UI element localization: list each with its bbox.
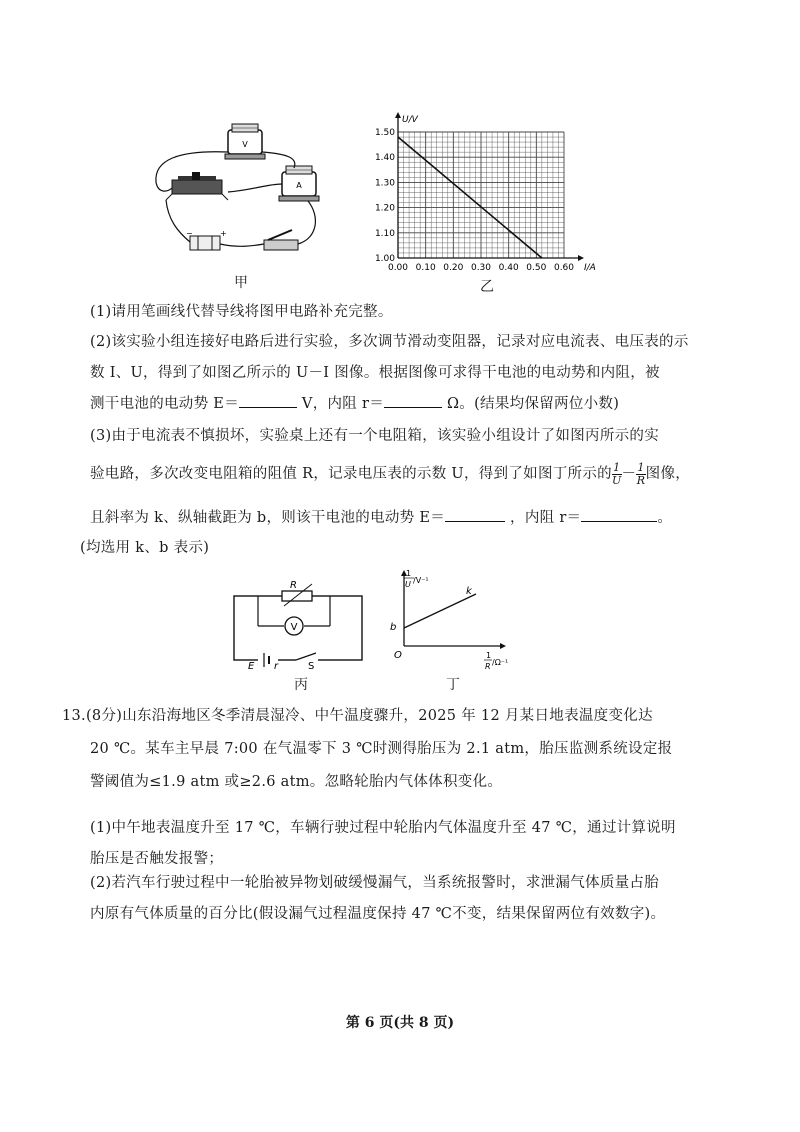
question-2-E-prefix: 测干电池的电动势 E＝: [90, 396, 239, 412]
x-tick-label: 0.30: [470, 263, 492, 273]
figure-bing-circuit: [226, 574, 376, 674]
problem-13-line-2: 20 ℃。某车主早晨 7:00 在气温零下 3 ℃时测得胎压为 2.1 atm，胎压监测系统设定报: [90, 741, 673, 757]
problem-13-sub2-line-2: 内原有气体质量的百分比(假设漏气过程温度保持 47 ℃不变，结果保留两位有效数字)。: [90, 906, 666, 922]
fraction-1-over-U: $\frac{1}{U}$: [611, 460, 622, 487]
x-axis-arrow: [578, 255, 584, 261]
y-tick-label: 1.30: [374, 178, 395, 189]
question-3-line-2: [90, 458, 740, 491]
y-tick-label: 1.20: [374, 203, 395, 214]
question-3-period: 。: [657, 510, 673, 526]
figure-yi-label: 乙: [480, 279, 494, 295]
ding-x-unit: /Ω⁻¹: [492, 658, 509, 667]
problem-13-sub1-line-1: (1)中午地表温度升至 17 ℃，车辆行驶过程中轮胎内气体温度升至 47 ℃，通过计算说明: [90, 820, 676, 836]
question-2-r-prefix: V，内阻 r＝: [301, 396, 385, 412]
answer-blank-E[interactable]: [239, 391, 297, 408]
problem-13-line-3: 警阈值为≤1.9 atm 或≥2.6 atm。忽略轮胎内气体体积变化。: [90, 774, 503, 790]
question-3-line-3: [90, 502, 740, 535]
question-2-r-suffix: Ω。(结果均保留两位小数): [446, 396, 620, 412]
x-tick-label: 0.20: [443, 263, 464, 273]
problem-13-sub1-line-2: 胎压是否触发报警；: [90, 851, 224, 867]
ding-y-den: U: [405, 580, 411, 589]
x-axis-label: I/A: [584, 263, 596, 273]
question-3-E-prefix: 且斜率为 k、纵轴截距为 b，则该干电池的电动势 E＝: [90, 510, 446, 526]
ding-x-num: 1: [486, 651, 492, 660]
bing-battery-E: E: [248, 661, 255, 672]
question-3-r-prefix: ，内阻 r＝: [510, 510, 582, 526]
bing-battery-r: r: [274, 661, 279, 672]
question-3-line-2-text: 验电路，多次改变电阻箱的阻值 R，记录电压表的示数 U，得到了如图丁所示的: [90, 466, 612, 482]
question-2-line-3: [90, 388, 740, 421]
question-1: (1)请用笔画线代替导线将图甲电路补充完整。: [90, 304, 393, 320]
bing-rheostat-letter: R: [290, 580, 297, 591]
problem-13-line-1: 13.(8分)山东沿海地区冬季清晨湿冷、中午温度骤升，2025 年 12 月某日地表温度变化达: [62, 708, 653, 724]
dash: －: [621, 466, 637, 482]
ammeter-letter: A: [296, 181, 302, 190]
y-axis-arrow: [395, 112, 401, 118]
question-2-line-2: 数 I、U，得到了如图乙所示的 U－I 图像。根据图像可求得干电池的电动势和内阻，被: [90, 365, 660, 381]
ding-origin: O: [394, 650, 402, 661]
svg-text:+: +: [220, 229, 227, 238]
x-tick-label: 0.00: [387, 263, 409, 273]
answer-blank-E-kb[interactable]: [445, 505, 505, 522]
bing-voltmeter-letter: V: [290, 622, 298, 633]
x-tick-label: 0.60: [553, 263, 575, 273]
question-3-graph-suffix: 图像，: [645, 466, 691, 482]
fraction-1-over-R: $\frac{1}{R}$: [636, 460, 646, 487]
ding-line: [404, 594, 476, 628]
y-tick-label: 1.00: [374, 254, 395, 264]
voltmeter-letter: V: [242, 140, 248, 149]
figure-ding-label: 丁: [446, 677, 460, 693]
y-tick-label: 1.10: [374, 228, 395, 239]
ding-intercept-b: b: [390, 622, 397, 633]
page-footer: 第 6 页(共 8 页): [345, 1015, 455, 1031]
x-tick-label: 0.10: [415, 263, 436, 273]
switch-icon: [264, 230, 298, 250]
y-tick-label: 1.50: [374, 128, 395, 138]
bing-switch-S: S: [308, 661, 315, 672]
ding-slope-k: k: [466, 586, 472, 597]
y-axis-label: U/V: [402, 115, 418, 125]
figure-jia-circuit: [148, 120, 338, 272]
svg-text:−: −: [186, 229, 193, 238]
ding-y-unit: /V⁻¹: [413, 576, 429, 585]
figure-ding-graph: [384, 566, 524, 674]
question-3-line-1: (3)由于电流表不慎损坏，实验桌上还有一个电阻箱，该实验小组设计了如图丙所示的实: [90, 428, 660, 444]
question-3-line-4: (均选用 k、b 表示): [80, 540, 210, 556]
rheostat-icon: [166, 172, 228, 200]
battery-icon: [186, 229, 227, 250]
x-tick-label: 0.50: [526, 263, 547, 273]
problem-13-sub2-line-1: (2)若汽车行驶过程中一轮胎被异物划破缓慢漏气，当系统报警时，求泄漏气体质量占胎: [90, 875, 660, 891]
y-tick-label: 1.40: [374, 153, 395, 164]
ding-x-den: R: [485, 662, 491, 671]
answer-blank-r-kb[interactable]: [581, 505, 657, 522]
question-2-line-1: (2)该实验小组连接好电路后进行实验，多次调节滑动变阻器，记录对应电流表、电压表的示: [90, 334, 689, 350]
figure-bing-label: 丙: [294, 677, 308, 693]
x-tick-label: 0.40: [498, 263, 519, 273]
ding-y-num: 1: [406, 569, 412, 578]
answer-blank-r[interactable]: [384, 391, 442, 408]
figure-yi-chart: [358, 108, 608, 278]
figure-jia-label: 甲: [234, 275, 248, 291]
